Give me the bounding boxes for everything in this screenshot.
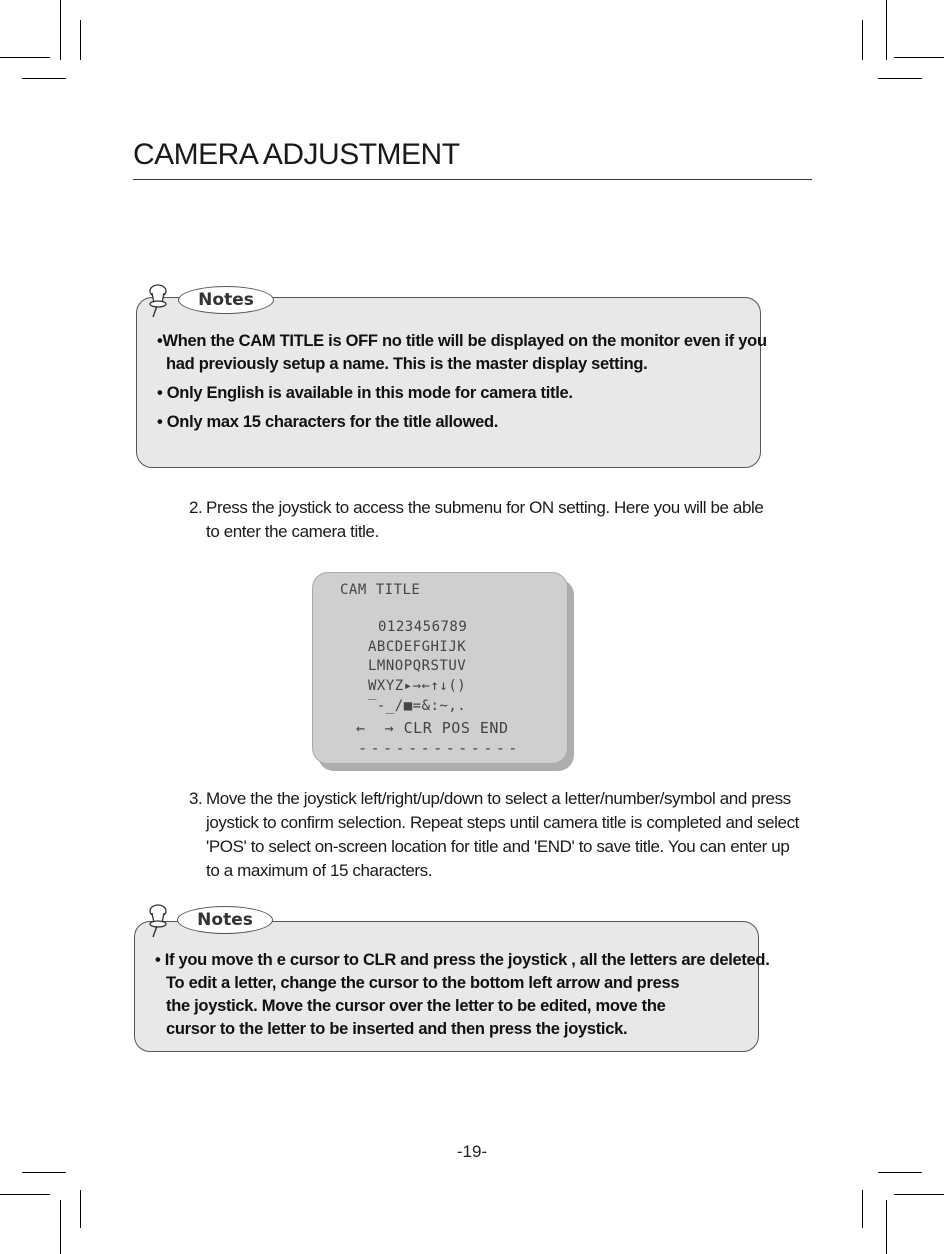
notes-bottom-line-1: • If you move th e cursor to CLR and press the joystick , all the letters are deleted. [155, 951, 770, 969]
step-3-number: 3. [189, 789, 203, 808]
notes-tab-bottom: Notes [177, 906, 273, 934]
notes-bottom-line-2: To edit a letter, change the cursor to the bottom left arrow and press [166, 974, 680, 992]
osd-row-cursor-line: ------------- [358, 739, 521, 757]
notes-top-line-4: • Only max 15 characters for the title allowed. [157, 413, 499, 431]
step-3-line-2: joystick to confirm selection. Repeat steps until camera title is completed and select [206, 813, 799, 832]
notes-box-top [136, 297, 761, 468]
title-rule [133, 179, 812, 180]
notes-top-line-2: had previously setup a name. This is the master display setting. [166, 355, 648, 373]
osd-row-controls: ← → CLR POS END [356, 719, 509, 737]
pushpin-icon [142, 283, 172, 319]
step-2-line-2: to enter the camera title. [206, 522, 379, 541]
osd-row-letters-1: ABCDEFGHIJK [368, 639, 467, 655]
osd-row-symbols: ‾-_/■=&:~,. [368, 698, 467, 714]
notes-tab-top: Notes [178, 286, 274, 314]
notes-top-line-3: • Only English is available in this mode for camera title. [157, 384, 573, 402]
step-3-line-3: 'POS' to select on-screen location for title and 'END' to save title. You can enter up [206, 837, 790, 856]
notes-bottom-line-3: the joystick. Move the cursor over the letter to be edited, move the [166, 997, 666, 1015]
osd-row-letters-3: WXYZ▸→←↑↓() [368, 678, 467, 694]
page-number: -19- [456, 1142, 488, 1161]
step-2-number: 2. [189, 498, 203, 517]
notes-bottom-line-4: cursor to the letter to be inserted and then press the joystick. [166, 1020, 628, 1038]
notes-top-line-1: •When the CAM TITLE is OFF no title will be displayed on the monitor even if you [157, 332, 767, 350]
step-3-line-1: Move the the joystick left/right/up/down to select a letter/number/symbol and press [206, 789, 791, 808]
osd-row-letters-2: LMNOPQRSTUV [368, 658, 467, 674]
step-2-line-1: Press the joystick to access the submenu for ON setting. Here you will be able [206, 498, 764, 517]
osd-row-digits: 0123456789 [378, 619, 468, 635]
pushpin-icon [142, 903, 172, 939]
step-3-line-4: to a maximum of 15 characters. [206, 861, 433, 880]
osd-title: CAM TITLE [340, 582, 421, 598]
page-title: CAMERA ADJUSTMENT [133, 138, 460, 171]
